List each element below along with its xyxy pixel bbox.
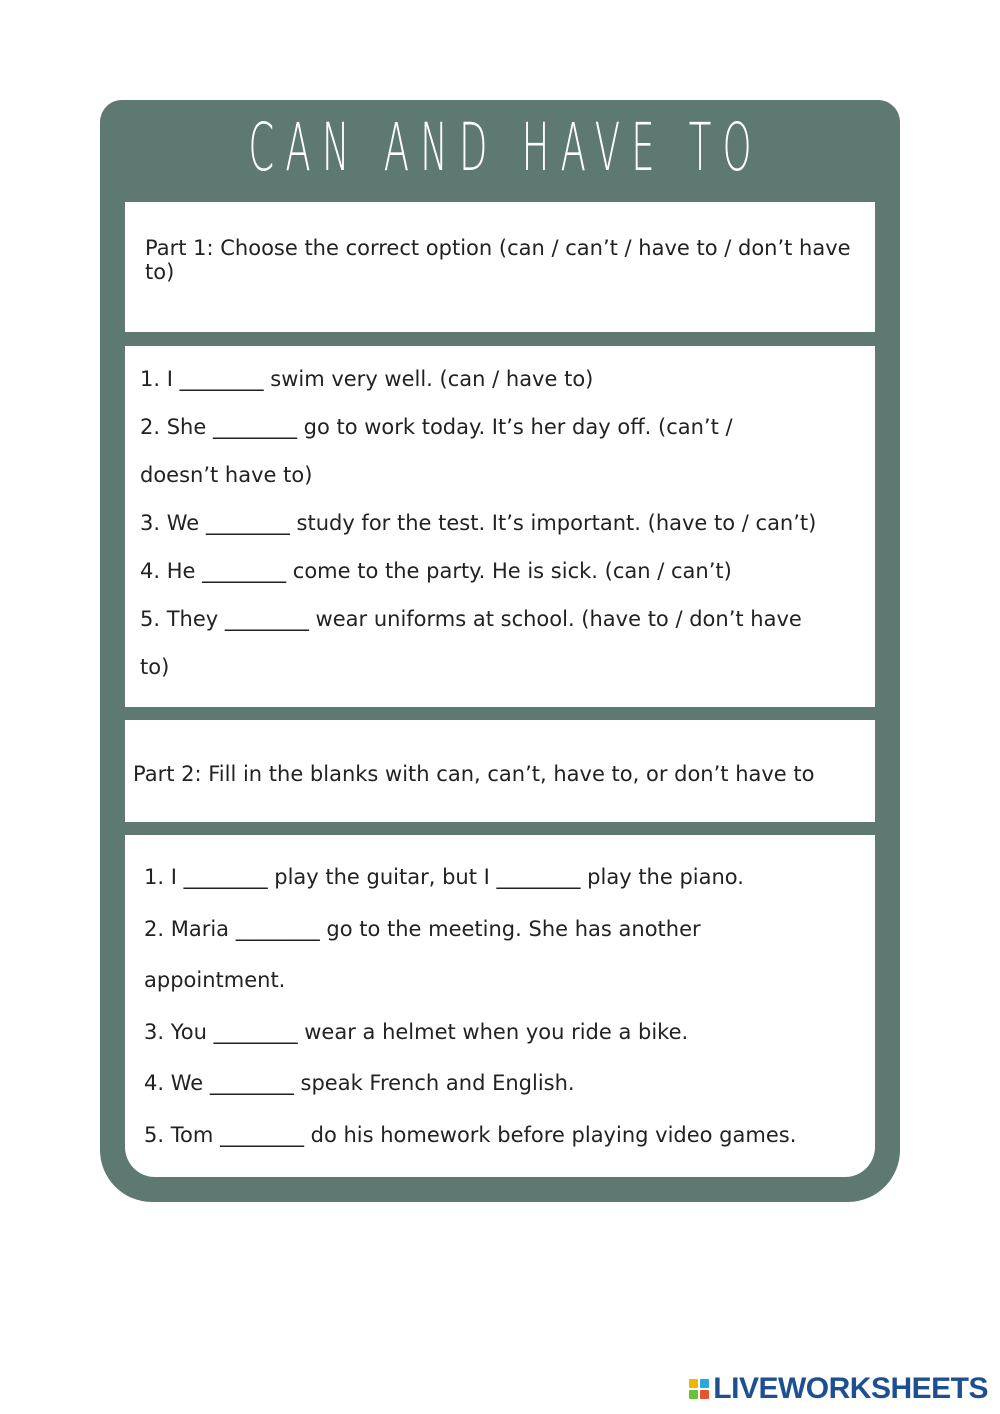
worksheet-title: CAN AND HAVE TO	[248, 109, 763, 186]
liveworksheets-logo-icon	[689, 1379, 709, 1399]
part1-instructions-panel	[125, 202, 875, 332]
exercise-line: 5. They ________ wear uniforms at school. (have to / don’t have	[140, 607, 802, 631]
part2-exercise-panel	[125, 835, 875, 1177]
exercise-line: 1. I ________ swim very well. (can / have to)	[140, 367, 594, 391]
part2-instructions-panel	[125, 720, 875, 822]
part1-instructions: Part 1: Choose the correct option (can / can’t / have to / don’t have to)	[145, 236, 851, 284]
part2-instructions: Part 2: Fill in the blanks with can, can’t, have to, or don’t have to	[133, 762, 815, 786]
exercise-line: 1. I ________ play the guitar, but I ________ play the piano.	[144, 865, 744, 889]
exercise-line: 4. We ________ speak French and English.	[144, 1071, 575, 1095]
part1-exercise-panel	[125, 346, 875, 707]
exercise-line: appointment.	[144, 968, 286, 992]
exercise-line: 2. Maria ________ go to the meeting. She has another	[144, 916, 701, 941]
exercise-line: to)	[140, 655, 170, 679]
exercise-line: 5. Tom ________ do his homework before playing video games.	[144, 1122, 797, 1147]
exercise-line: 4. He ________ come to the party. He is sick. (can / can’t)	[140, 559, 732, 583]
exercise-line: 2. She ________ go to work today. It’s her day off. (can’t /	[140, 415, 733, 439]
exercise-line: 3. We ________ study for the test. It’s important. (have to / can’t)	[140, 511, 817, 535]
liveworksheets-brand[interactable]	[689, 1373, 988, 1405]
exercise-line: doesn’t have to)	[140, 463, 313, 487]
exercise-line: 3. You ________ wear a helmet when you ride a bike.	[144, 1019, 689, 1044]
brand-name: LIVEWORKSHEETS	[713, 1372, 988, 1405]
